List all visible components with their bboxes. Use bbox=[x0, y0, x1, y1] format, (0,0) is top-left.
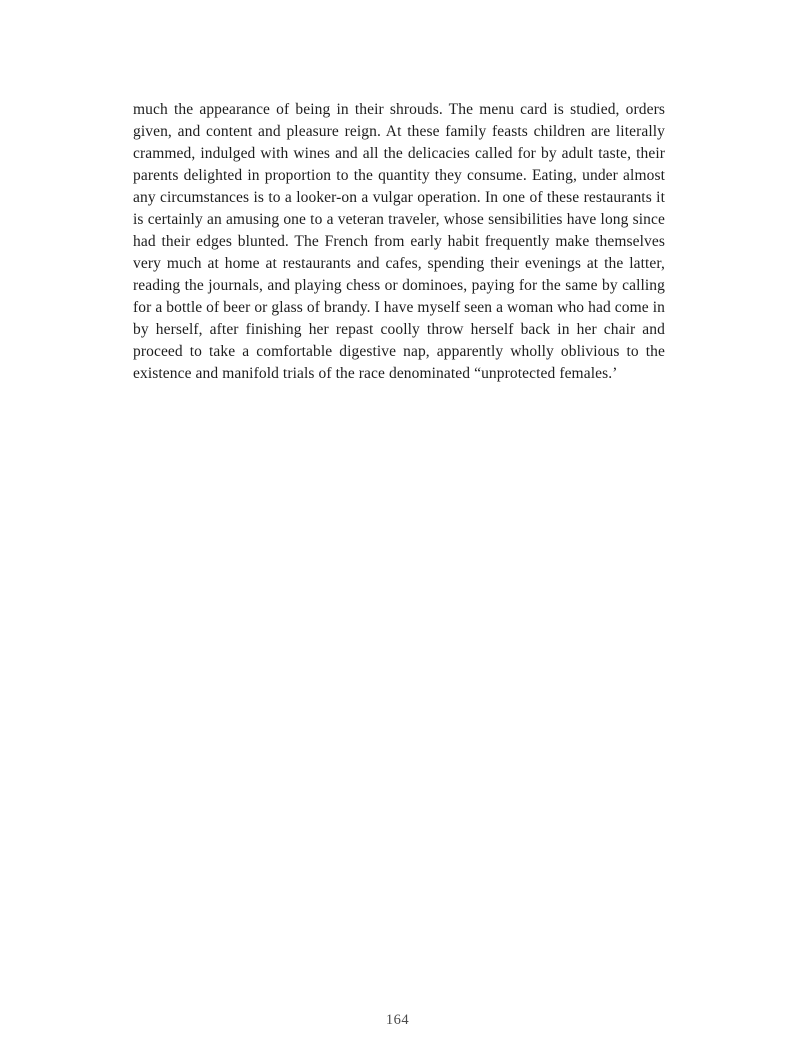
page-number: 164 bbox=[385, 1012, 410, 1028]
body-paragraph: much the appearance of being in their shrouds. The menu card is studied, orders given, and content and pleasure reign. At these family feasts children are literally crammed, indulged with wines and all the delicacies called for by adult taste, their parents delighted in proportion to the quantity they consume. Eating, under almost any circumstances is to a looker-on a vulgar operation. In one of these restaurants it is certainly an amusing one to a veteran traveler, whose sensibilities have long since had their edges blunted. The French from early habit frequently make themselves very much at home at restaurants and cafes, spending their evenings at the latter, reading the journals, and playing chess or dominoes, paying for the same by calling for a bottle of beer or glass of brandy. I have myself seen a woman who had come in by herself, after finishing her repast coolly throw herself back in her chair and proceed to take a comfortable digestive nap, apparently wholly oblivious to the existence and manifold trials of the race denominated “unprotected females.’ bbox=[133, 101, 665, 382]
